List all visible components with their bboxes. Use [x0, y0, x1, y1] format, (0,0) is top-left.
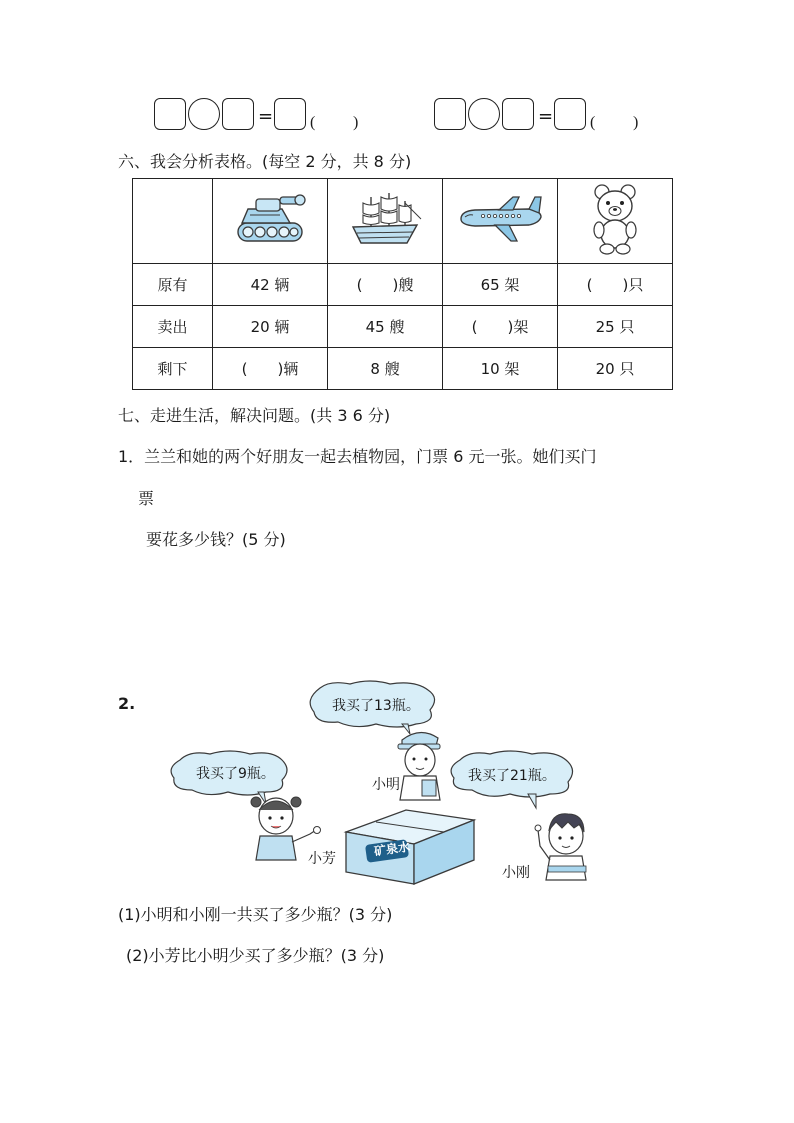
tank-icon [230, 189, 310, 249]
row-label: 原有 [133, 264, 213, 306]
unit-paren-open: ( [590, 114, 596, 131]
table-cell: 20 只 [558, 348, 673, 390]
table-cell: 20 辆 [213, 306, 328, 348]
table-image-cell [328, 179, 443, 264]
name-xiaofang: 小芳 [308, 851, 336, 867]
airplane-icon [455, 189, 545, 249]
box-label: 矿泉水 [373, 839, 411, 859]
name-xiaoming: 小明 [372, 777, 400, 793]
table-row [133, 348, 673, 390]
problem2-number: 2. [118, 694, 136, 713]
table-row [133, 264, 673, 306]
table-cell: 8 艘 [328, 348, 443, 390]
problem2-illustration [170, 680, 600, 890]
table-corner-cell [133, 179, 213, 264]
table-image-cell [213, 179, 328, 264]
equation-left [154, 98, 374, 134]
answer-box[interactable] [554, 98, 586, 130]
table-cell-blank[interactable]: ( )只 [558, 264, 673, 306]
problem2-question1: (1)小明和小刚一共买了多少瓶？(3 分) [118, 905, 393, 924]
table-cell: 45 艘 [328, 306, 443, 348]
section7-title: 七、走进生活，解决问题。(共 3 6 分) [118, 406, 391, 425]
blank-box[interactable] [434, 98, 466, 130]
sailing-ship-icon [345, 189, 425, 249]
equation-right [434, 98, 654, 134]
bubble-text-xiaofang: 我买了9瓶。 [196, 766, 275, 782]
table-cell: 65 架 [443, 264, 558, 306]
xiaogang-figure [535, 814, 586, 880]
table-cell: 10 架 [443, 348, 558, 390]
analysis-table [132, 178, 673, 390]
name-xiaogang: 小刚 [502, 865, 530, 881]
blank-box[interactable] [154, 98, 186, 130]
unit-paren-open: ( [310, 114, 316, 131]
table-header-row [133, 179, 673, 264]
equals-sign: = [538, 106, 554, 127]
equals-sign: = [258, 106, 274, 127]
table-cell-blank[interactable]: ( )辆 [213, 348, 328, 390]
bubble-text-xiaoming: 我买了13瓶。 [332, 698, 420, 714]
table-cell-blank[interactable]: ( )艘 [328, 264, 443, 306]
section6-title: 六、我会分析表格。(每空 2 分，共 8 分) [118, 152, 412, 171]
table-row [133, 306, 673, 348]
blank-box[interactable] [502, 98, 534, 130]
problem1-line1: 1．兰兰和她的两个好朋友一起去植物园，门票 6 元一张。她们买门 [118, 447, 597, 466]
teddy-bear-icon [585, 182, 645, 256]
answer-box[interactable] [274, 98, 306, 130]
problem1-line3: 要花多少钱？(5 分) [146, 530, 286, 549]
row-label: 卖出 [133, 306, 213, 348]
table-image-cell [558, 179, 673, 264]
table-image-cell [443, 179, 558, 264]
problem2-question2: (2)小芳比小明少买了多少瓶？(3 分) [126, 946, 385, 965]
unit-paren-close: ) [353, 114, 359, 131]
table-cell: 25 只 [558, 306, 673, 348]
unit-paren-close: ) [633, 114, 639, 131]
blank-box[interactable] [222, 98, 254, 130]
operator-circle[interactable] [188, 98, 220, 130]
problem1-line2: 票 [138, 489, 155, 508]
row-label: 剩下 [133, 348, 213, 390]
table-cell-blank[interactable]: ( )架 [443, 306, 558, 348]
operator-circle[interactable] [468, 98, 500, 130]
table-cell: 42 辆 [213, 264, 328, 306]
bubble-text-xiaogang: 我买了21瓶。 [468, 768, 556, 784]
xiaoming-figure [398, 732, 440, 800]
